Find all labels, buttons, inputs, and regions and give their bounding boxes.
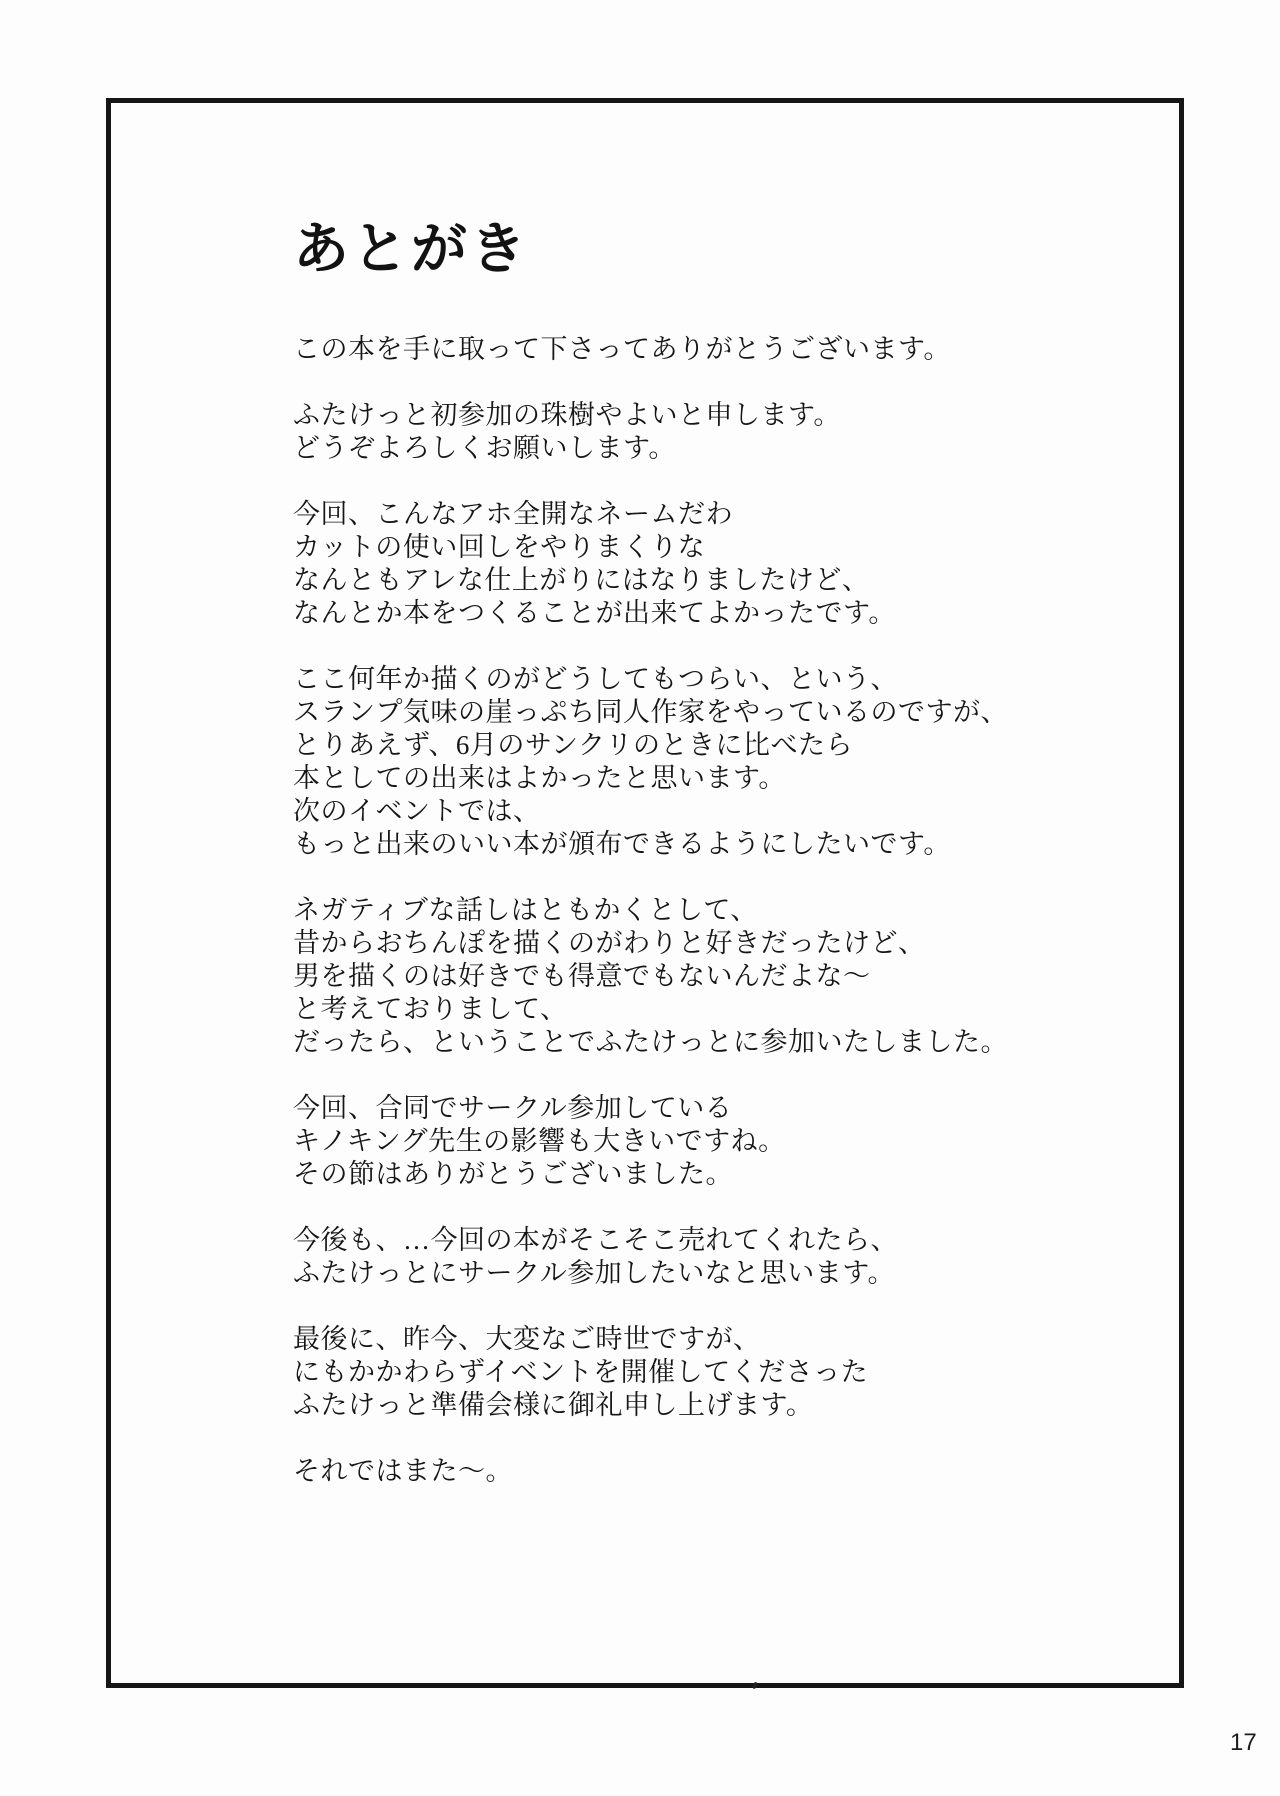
text-line: その節はありがとうございました。 (293, 1159, 733, 1189)
text-line: と考えておりまして、 (293, 994, 568, 1024)
text-line: もっと出来のいい本が頒布できるようにしたいです。 (293, 829, 951, 859)
paragraph (293, 1323, 1139, 1422)
afterword-content (293, 103, 1139, 1521)
text-line: 今後も、…今回の本がそこそこ売れてくれたら、 (293, 1225, 898, 1255)
text-line: ネガティブな話しはともかくとして、 (293, 895, 758, 925)
paragraph (293, 894, 1139, 1059)
text-line: 昔からおちんぽを描くのがわりと好きだったけど、 (293, 928, 926, 958)
paragraph (293, 1092, 1139, 1191)
paragraph (293, 498, 1139, 630)
text-line: 本としての出来はよかったと思います。 (293, 763, 786, 793)
text-line: 男を描くのは好きでも得意でもないんだよな～ (293, 961, 871, 991)
text-line: 最後に、昨今、大変なご時世ですが、 (293, 1324, 761, 1354)
paragraph (293, 1224, 1139, 1290)
text-line: 次のイベントでは、 (293, 796, 541, 826)
paragraph (293, 333, 1139, 366)
afterword-paragraphs (293, 333, 1139, 1488)
text-line: ここ何年か描くのがどうしてもつらい、という、 (293, 664, 898, 694)
text-line: スランプ気味の崖っぷち同人作家をやっているのですが、 (293, 697, 1008, 727)
text-line: ふたけっと初参加の珠樹やよいと申します。 (293, 400, 841, 430)
text-line: キノキング先生の影響も大きいですね。 (293, 1126, 786, 1156)
page-number: 17 (1230, 1729, 1257, 1756)
page-border-frame (106, 98, 1184, 1688)
text-line: だったら、ということでふたけっとに参加いたしました。 (293, 1027, 1008, 1057)
page-title: あとがき (293, 219, 529, 281)
text-line: カットの使い回しをやりまくりな (293, 532, 706, 562)
text-line: この本を手に取って下さってありがとうございます。 (293, 334, 951, 364)
text-line: それではまた～。 (293, 1456, 513, 1486)
paragraph (293, 1455, 1139, 1488)
text-line: どうぞよろしくお願いします。 (293, 433, 676, 463)
text-line: ふたけっと準備会様に御礼申し上げます。 (293, 1390, 814, 1420)
text-line: なんともアレな仕上がりにはなりましたけど、 (293, 565, 870, 595)
text-line: 今回、合同でサークル参加している (293, 1093, 733, 1123)
text-line: 今回、こんなアホ全開なネームだわ (293, 499, 733, 529)
text-line: なんとか本をつくることが出来てよかったです。 (293, 598, 896, 628)
text-line: ふたけっとにサークル参加したいなと思います。 (293, 1258, 896, 1288)
ink-speck (752, 1682, 758, 1690)
text-line: にもかかわらずイベントを開催してくださった (293, 1357, 869, 1387)
text-line: とりあえず、6月のサンクリのときに比べたら (293, 730, 853, 760)
paragraph (293, 399, 1139, 465)
paragraph (293, 663, 1139, 861)
